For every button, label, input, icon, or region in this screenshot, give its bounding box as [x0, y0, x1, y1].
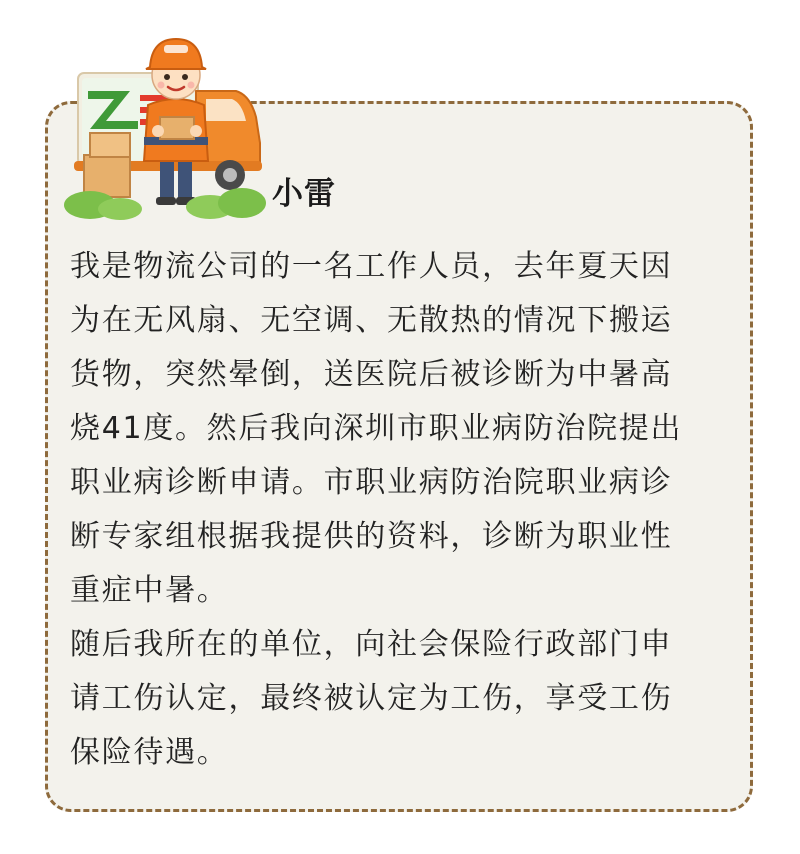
speaker-name: 小雷: [272, 176, 336, 212]
story-text: [70, 240, 738, 780]
story-line: 为在无风扇、无空调、无散热的情况下搬运: [70, 303, 673, 338]
story-line: 重症中暑。: [70, 573, 229, 608]
story-line: 断专家组根据我提供的资料，诊断为职业性: [70, 519, 673, 554]
story-line: 职业病诊断申请。市职业病防治院职业病诊: [70, 465, 673, 500]
story-line: 保险待遇。: [70, 735, 229, 770]
delivery-worker-with-truck-icon: [60, 25, 270, 220]
story-line: 请工伤认定，最终被认定为工伤，享受工伤: [70, 681, 673, 716]
story-line: 随后我所在的单位，向社会保险行政部门申: [70, 627, 673, 662]
story-line: 货物，突然晕倒，送医院后被诊断为中暑高: [70, 357, 673, 392]
story-line: 我是物流公司的一名工作人员，去年夏天因: [70, 249, 673, 284]
story-line: 烧41度。然后我向深圳市职业病防治院提出: [70, 411, 683, 446]
